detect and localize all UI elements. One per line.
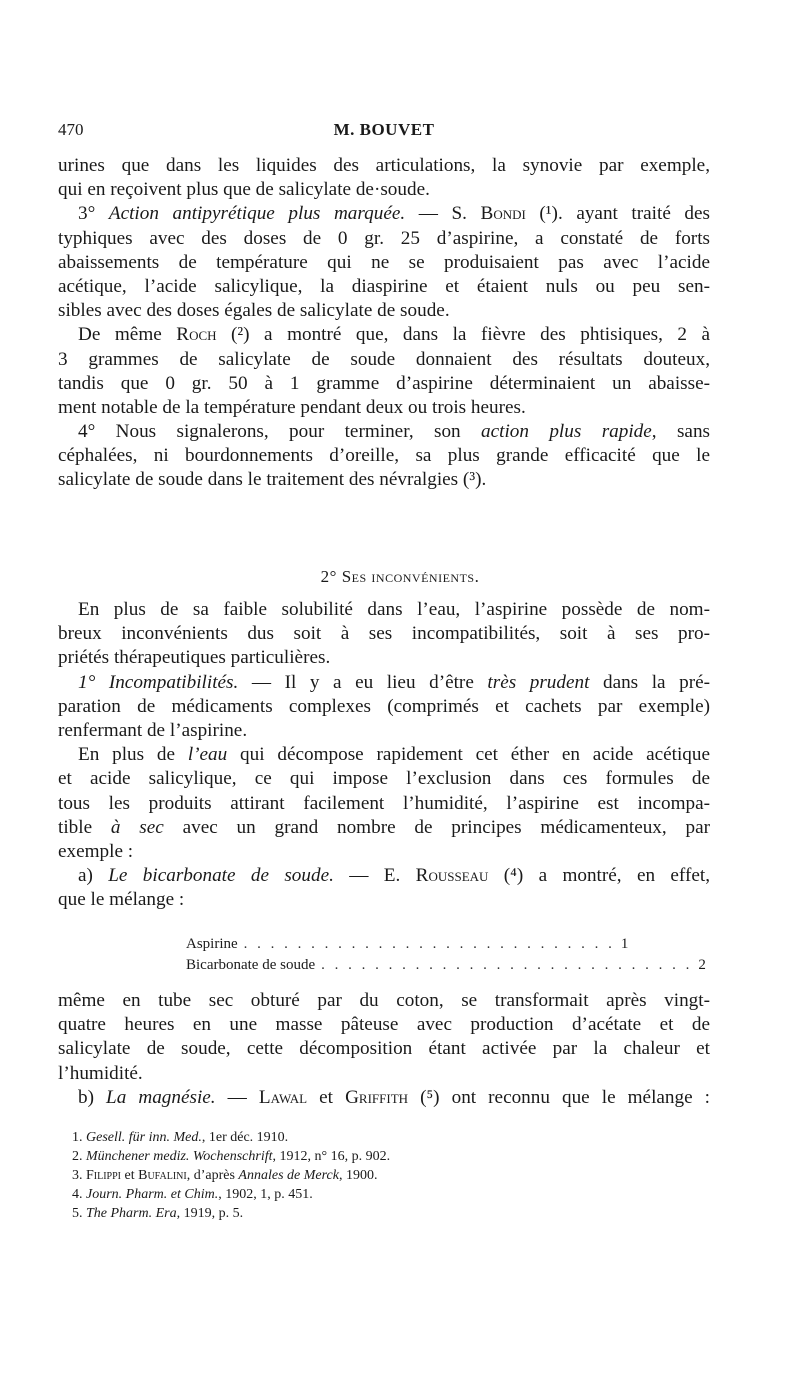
formula-row: [186, 934, 629, 955]
page-number: 470: [58, 120, 84, 139]
text-line: 4° Nous signalerons, pour terminer, son action plus rapide, sans: [78, 421, 711, 443]
text-line: 3 grammes de salicylate de soude donnaient des résultats douteux,: [58, 348, 710, 370]
text-line: b) La magnésie. — Lawal et Griffith (⁵) ont reconnu que le mélange :: [78, 1086, 710, 1108]
text-line: De même Roch (²) a montré que, dans la fièvre des phtisiques, 2 à: [78, 324, 710, 346]
section-heading: 2° Ses inconvénients.: [320, 567, 480, 586]
text-line: paration de médicaments complexes (comprimés et cachets par exemple): [58, 695, 710, 717]
text-line: tible à sec avec un grand nombre de principes médicamenteux, par: [58, 816, 710, 838]
text-line: exemple :: [58, 840, 134, 862]
formula-ingredient: Aspirine: [186, 936, 238, 952]
body-text-bottom: [58, 989, 710, 1110]
formula-quantity: 2: [698, 957, 706, 973]
text-line: acétique, l’acide salicylique, la diaspirine et étaient nuls ou peu sen-: [58, 275, 710, 297]
text-line: typhiques avec des doses de 0 gr. 25 d’aspirine, a constaté de forts: [58, 227, 710, 249]
footnotes: [72, 1128, 692, 1223]
text-line: renfermant de l’aspirine.: [58, 719, 248, 741]
formula-ingredient: Bicarbonate de soude: [186, 957, 316, 973]
body-text-middle: [58, 598, 710, 912]
text-line: En plus de l’eau qui décompose rapidement cet éther en acide acétique: [78, 744, 710, 766]
page-header: [58, 120, 710, 146]
text-line: que le mélange :: [58, 889, 185, 911]
text-line: l’humidité.: [58, 1062, 143, 1084]
text-line: tous les produits attirant facilement l’humidité, l’aspirine est incompa-: [58, 792, 710, 814]
body-text-top: [58, 154, 710, 493]
formula-quantity: 1: [620, 936, 629, 952]
text-line: En plus de sa faible solubilité dans l’eau, l’aspirine possède de nom-: [78, 599, 710, 620]
text-line: priétés thérapeutiques particulières.: [58, 647, 331, 669]
text-line: 3° Action antipyrétique plus marquée. — S. Bondi (¹). ayant traité des: [78, 203, 710, 225]
text-line: tandis que 0 gr. 50 à 1 gramme d’aspirine déterminaient un abaisse-: [58, 372, 710, 394]
text-line: a) Le bicarbonate de soude. — E. Rousseau (⁴) a montré, en effet,: [78, 865, 710, 887]
text-line: abaissements de température qui ne se produisaient pas avec l’acide: [58, 251, 710, 273]
formula-table: [186, 934, 706, 976]
text-line: sibles avec des doses égales de salicylate de soude.: [58, 300, 450, 322]
footnote: 5. The Pharm. Era, 1919, p. 5.: [72, 1206, 244, 1221]
text-line: salicylate de soude dans le traitement des névralgies (³).: [58, 469, 487, 491]
leader-dots: . . . . . . . . . . . . . . . . . . . . . . . . . . . .: [321, 957, 693, 973]
text-line: même en tube sec obturé par du coton, se transformait après vingt-: [58, 990, 710, 1011]
text-line: qui en reçoivent plus que de salicylate de·soude.: [58, 179, 430, 201]
text-line: et acide salicylique, ce qui impose l’exclusion dans ces formules de: [58, 768, 710, 790]
footnote: 2. Münchener mediz. Wochenschrift, 1912, n° 16, p. 902.: [72, 1149, 391, 1164]
text-line: quatre heures en une masse pâteuse avec production d’acétate et de: [58, 1014, 710, 1036]
footnote: 4. Journ. Pharm. et Chim., 1902, 1, p. 451.: [72, 1187, 313, 1202]
text-line: ment notable de la température pendant deux ou trois heures.: [58, 396, 526, 418]
footnote: 3. Filippi et Bufalini, d’après Annales de Merck, 1900.: [72, 1168, 378, 1183]
running-title: M. BOUVET: [333, 120, 435, 139]
text-line: urines que dans les liquides des articulations, la synovie par exemple,: [58, 155, 710, 176]
text-line: breux inconvénients dus soit à ses incompatibilités, soit à ses pro-: [58, 623, 710, 645]
footnote: 1. Gesell. für inn. Med., 1er déc. 1910.: [72, 1130, 289, 1145]
text-line: 1° Incompatibilités. — Il y a eu lieu d’être très prudent dans la pré-: [78, 671, 710, 693]
formula-row: [186, 955, 706, 976]
text-line: céphalées, ni bourdonnements d’oreille, sa plus grande efficacité que le: [58, 445, 710, 467]
text-line: salicylate de soude, cette décomposition étant activée par la chaleur et: [58, 1038, 710, 1060]
leader-dots: . . . . . . . . . . . . . . . . . . . . . . . . . . . .: [243, 936, 615, 952]
